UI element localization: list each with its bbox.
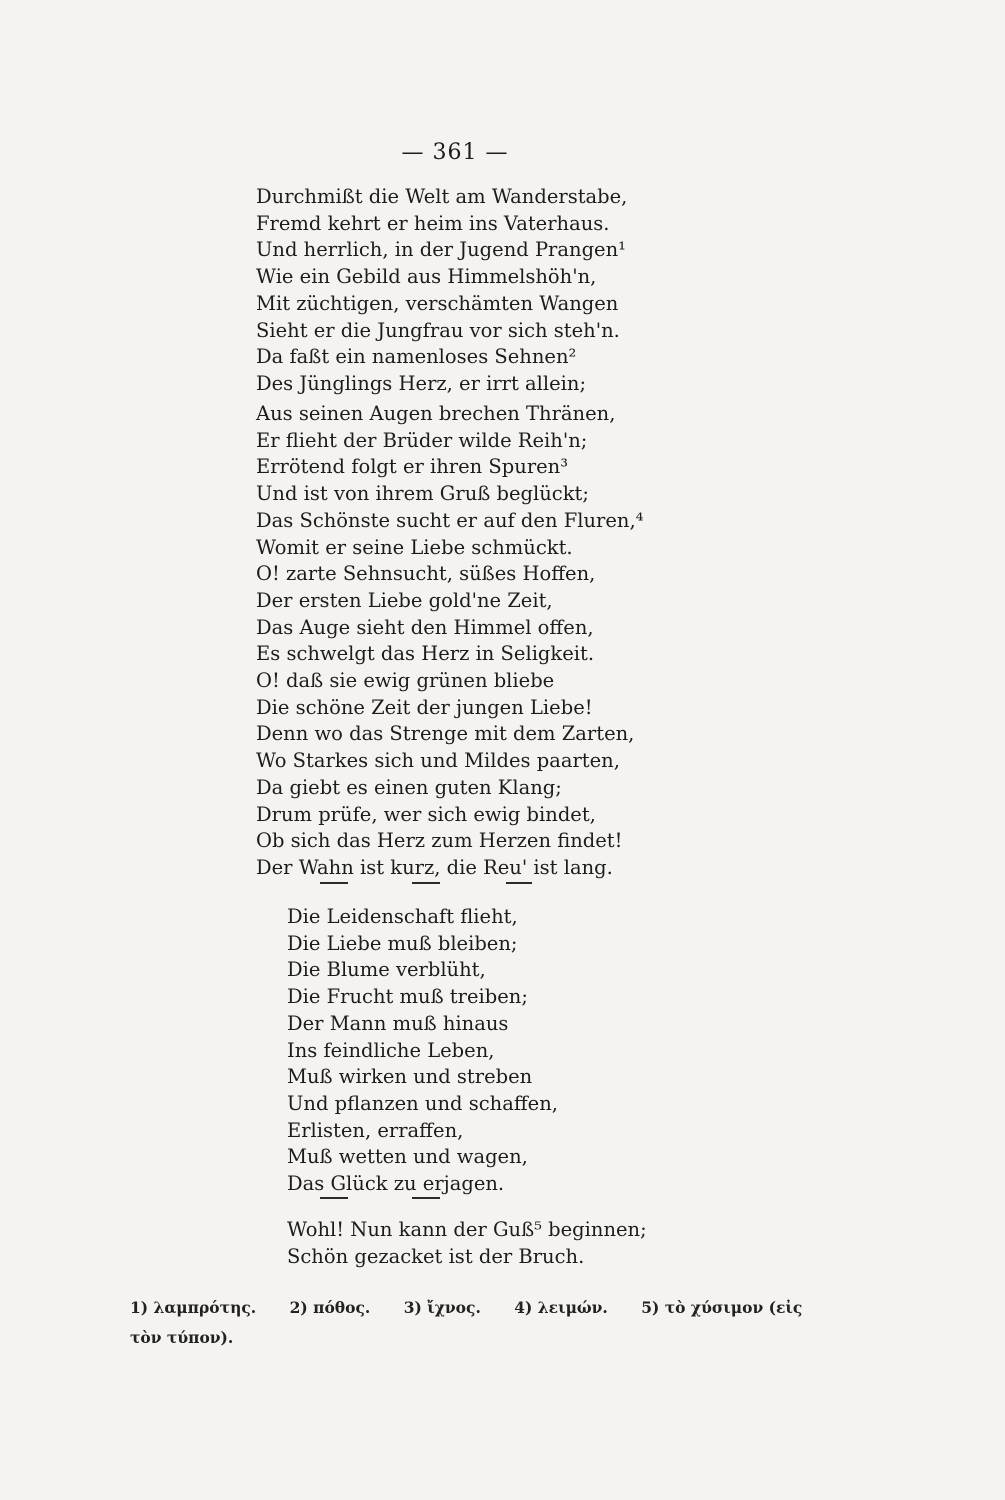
poem-line: Der Mann muß hinaus (287, 1011, 509, 1035)
poem-line: Des Jünglings Herz, er irrt allein; (256, 371, 587, 395)
poem-line: Schön gezacket ist der Bruch. (287, 1244, 585, 1268)
poem-line: Die schöne Zeit der jungen Liebe! (256, 695, 593, 719)
poem-line: Aus seinen Augen brechen Thränen, (256, 402, 616, 425)
poem-line: Und ist von ihrem Gruß beglückt; (256, 482, 589, 506)
poem-line: O! zarte Sehnsucht, süßes Hoffen, (256, 562, 596, 586)
poem-line: Fremd kehrt er heim ins Vaterhaus. (256, 211, 610, 235)
footnote: 5) τὸ χύσιμον (εἰς τὸν τύπον). (130, 1298, 803, 1347)
poem-stanza (287, 1217, 647, 1270)
poem-line: Denn wo das Strenge mit dem Zarten, (256, 722, 635, 746)
poem-line: O! daß sie ewig grünen bliebe (256, 669, 555, 693)
poem-line: Womit er seine Liebe schmückt. (256, 535, 573, 559)
poem-line: Mit züchtigen, verschämten Wangen (256, 291, 619, 315)
poem-line: Drum prüfe, wer sich ewig bindet, (256, 802, 596, 826)
poem-line: Wohl! Nun kann der Guß⁵ beginnen; (287, 1218, 647, 1241)
poem-line: Das Schönste sucht er auf den Fluren,⁴ (256, 508, 644, 532)
poem-line: Ins feindliche Leben, (287, 1038, 495, 1062)
divider-dash (412, 882, 440, 884)
poem-line: Der ersten Liebe gold'ne Zeit, (256, 588, 553, 612)
poem-line: Das Auge sieht den Himmel offen, (256, 615, 594, 639)
poem-line: Die Liebe muß bleiben; (287, 931, 518, 955)
poem-line: Er flieht der Brüder wilde Reih'n; (256, 428, 588, 452)
poem-line: Da giebt es einen guten Klang; (256, 775, 562, 799)
poem-line: Muß wirken und streben (287, 1065, 533, 1089)
poem-line: Sieht er die Jungfrau vor sich steh'n. (256, 318, 620, 342)
footnote: 4) λειμών. (514, 1298, 608, 1317)
poem-stanza (256, 184, 627, 398)
footnotes (130, 1293, 820, 1353)
divider-dash (506, 882, 532, 884)
poem-line: Ob sich das Herz zum Herzen findet! (256, 829, 623, 853)
poem-line: Errötend folgt er ihren Spuren³ (256, 455, 569, 479)
poem-line: Durchmißt die Welt am Wanderstabe, (256, 185, 628, 208)
poem-line: Das Glück zu erjagen. (287, 1172, 505, 1196)
poem-stanza (287, 904, 558, 1198)
poem-line: Die Blume verblüht, (287, 958, 486, 982)
poem-line: Der Wahn ist kurz, die Reu' ist lang. (256, 855, 613, 879)
poem-line: Erlisten, erraffen, (287, 1118, 464, 1142)
footnote: 1) λαμπρότης. (130, 1298, 257, 1317)
page-number: — 361 — (401, 140, 509, 165)
poem-line: Und pflanzen und schaffen, (287, 1091, 558, 1115)
poem-line: Es schwelgt das Herz in Seligkeit. (256, 642, 595, 666)
section-divider (0, 882, 1005, 884)
poem-line: Wo Starkes sich und Mildes paarten, (256, 749, 620, 773)
poem-line: Wie ein Gebild aus Himmelshöh'n, (256, 265, 597, 289)
section-divider (0, 1197, 1005, 1199)
divider-dash (412, 1197, 440, 1199)
poem-line: Die Frucht muß treiben; (287, 985, 528, 1009)
footnote: 3) ἴχνος. (403, 1298, 481, 1317)
poem-stanza (256, 401, 643, 882)
poem-line: Da faßt ein namenloses Sehnen² (256, 345, 577, 369)
divider-dash (320, 882, 348, 884)
footnote: 2) πόθος. (289, 1298, 371, 1317)
poem-line: Die Leidenschaft flieht, (287, 905, 518, 928)
divider-dash (320, 1197, 348, 1199)
poem-line: Und herrlich, in der Jugend Prangen¹ (256, 238, 626, 262)
poem-line: Muß wetten und wagen, (287, 1145, 528, 1169)
